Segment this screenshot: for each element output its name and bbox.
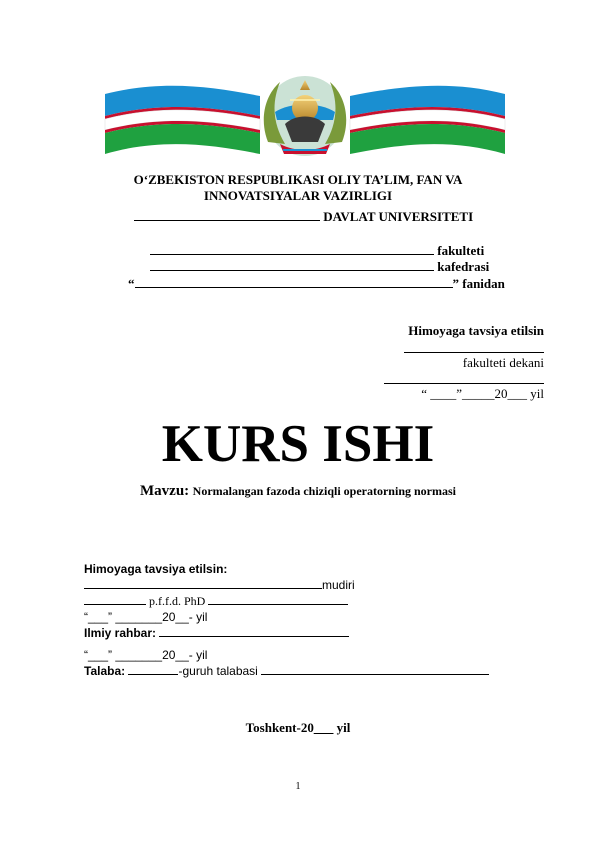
supervisor-label: Ilmiy rahbar:	[84, 626, 157, 640]
approval-bottom-date: “___” _______20__- yil	[84, 610, 208, 624]
footer-city-year	[0, 720, 596, 736]
subject-close: ” fanidan	[452, 276, 505, 291]
degree-name-blank	[84, 593, 146, 605]
degree-label: p.f.f.d. PhD	[149, 594, 206, 608]
right-flag	[350, 86, 505, 154]
subject-line	[128, 276, 505, 292]
ministry-line-2: INNOVATSIYALAR VAZIRLIGI	[203, 188, 393, 203]
supervisor-blank	[159, 625, 349, 637]
ministry-line-1: O‘ZBEKISTON RESPUBLIKASI OLIY TA’LIM, FAN VA	[133, 172, 463, 187]
approval-bottom-title: Himoyaga tavsiya etilsin:	[84, 562, 228, 576]
student-group: -guruh talabasi	[178, 664, 258, 678]
university-suffix: DAVLAT UNIVERSITETI	[323, 209, 474, 224]
footer-year-blank: ___	[313, 720, 334, 735]
degree-signature-blank	[208, 593, 348, 605]
faculty-suffix: fakulteti	[437, 243, 485, 258]
footer-city: Toshkent-20	[245, 720, 314, 735]
ministry-header	[0, 172, 596, 204]
approval-top-date: “ ____”_____20___ yil	[421, 386, 544, 401]
student-label: Talaba:	[84, 664, 126, 678]
topic-text: Normalangan fazoda chiziqli operatorning normasi	[192, 484, 456, 498]
coat-of-arms	[264, 76, 346, 156]
approval-top-title: Himoyaga tavsiya etilsin	[408, 323, 544, 338]
approval-bottom-block	[84, 561, 524, 679]
dean-name-blank	[384, 371, 544, 384]
department-blank	[150, 259, 434, 271]
group-blank	[128, 663, 178, 675]
footer-year: yil	[333, 720, 351, 735]
student-line	[84, 663, 524, 679]
page-number: 1	[295, 781, 301, 792]
state-emblem-banner	[100, 72, 510, 160]
university-blank	[134, 209, 320, 221]
faculty-blank	[150, 243, 434, 255]
supervisor-date: “___” _______20__- yil	[84, 648, 208, 662]
head-line	[84, 577, 524, 593]
subject-blank	[135, 276, 453, 288]
head-blank	[84, 577, 322, 589]
university-line	[134, 209, 473, 225]
student-name-blank	[261, 663, 489, 675]
document-title: KURS ISHI	[161, 415, 435, 473]
head-suffix: mudiri	[322, 578, 355, 592]
approval-top-signature-blank	[404, 340, 544, 353]
department-suffix: kafedrasi	[437, 259, 490, 274]
degree-line	[84, 593, 524, 609]
department-line	[150, 259, 489, 275]
left-flag	[105, 86, 260, 154]
subject-open-quote: “	[128, 276, 135, 291]
faculty-line	[150, 243, 484, 259]
topic-label: Mavzu:	[140, 483, 190, 499]
topic-line	[0, 483, 596, 500]
supervisor-line	[84, 625, 524, 641]
dean-label: fakulteti dekani	[462, 355, 544, 370]
